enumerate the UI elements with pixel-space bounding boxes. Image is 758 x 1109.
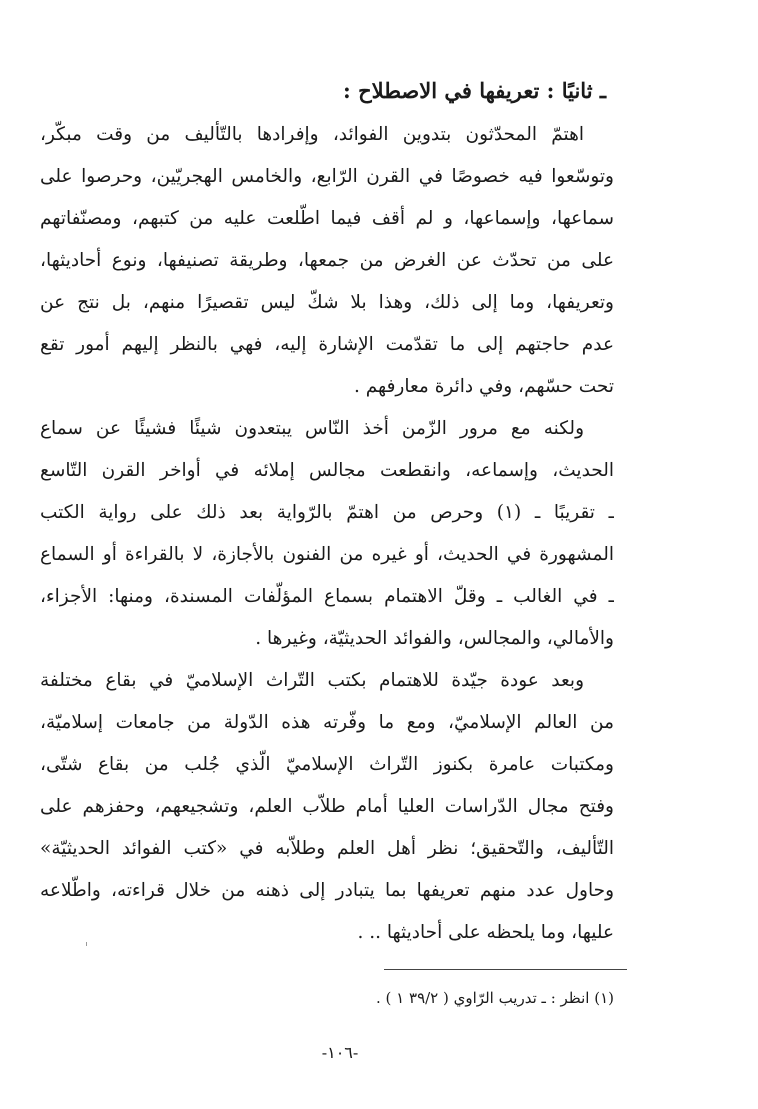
- text-line: الحديث، وإسماعه، وانقطعت مجالس إملائه في أواخر القرن التّاسع: [40, 460, 614, 481]
- page-number: -١٠٦-: [321, 1043, 359, 1062]
- text-line: التّأليف، والتّحقيق؛ نظر أهل العلم وطلاّبه في «كتب الفوائد الحديثيّة»: [40, 838, 614, 859]
- section-heading: ـ ثانيًا : تعريفها في الاصطلاح :: [343, 78, 606, 103]
- text-line: من العالم الإسلاميّ، ومع ما وفّرته هذه الدّولة من جامعات إسلاميّة،: [40, 712, 614, 733]
- text-line: وتوسّعوا فيه خصوصًا في القرن الرّابع، والخامس الهجريّين، وحرصوا على: [40, 166, 614, 187]
- text-line: اهتمّ المحدّثون بتدوين الفوائد، وإفرادها بالتّأليف من وقت مبكّر،: [40, 124, 584, 145]
- text-line: وحاول عدد منهم تعريفها بما يتبادر إلى ذهنه من خلال قراءته، واطّلاعه: [40, 880, 614, 901]
- footnote-separator: [384, 969, 627, 970]
- footnote: (١) انظر : ـ تدريب الرّاوي ( ٣٩/٢ ١ ) .: [376, 989, 614, 1007]
- text-line: وبعد عودة جيّدة للاهتمام بكتب التّراث الإسلاميّ في بقاع مختلفة: [40, 670, 584, 691]
- body-text: [40, 114, 614, 954]
- text-line: وتعريفها، وما إلى ذلك، وهذا بلا شكّ ليس تقصيرًا منهم، بل نتج عن: [40, 292, 614, 313]
- text-line: وفتح مجال الدّراسات العليا أمام طلاّب العلم، وتشجيعهم، وحفزهم على: [40, 796, 614, 817]
- text-line: والأمالي، والمجالس، والفوائد الحديثيّة، وغيرها .: [255, 628, 614, 649]
- text-line: عدم حاجتهم إلى ما تقدّمت الإشارة إليه، فهي بالنظر إليهم أمور تقع: [40, 334, 614, 355]
- text-line: ولكنه مع مرور الزّمن أخذ النّاس يبتعدون شيئًا فشيئًا عن سماع: [40, 418, 584, 439]
- text-line: ـ في الغالب ـ وقلّ الاهتمام بسماع المؤلّفات المسندة، ومنها: الأجزاء،: [40, 586, 614, 607]
- text-line: المشهورة في الحديث، أو غيره من الفنون بالأجازة، لا بالقراءة أو السماع: [40, 544, 614, 565]
- text-line: سماعها، وإسماعها، و لم أقف فيما اطّلعت عليه من كتبهم، ومصنّفاتهم: [40, 208, 614, 229]
- text-line: ومكتبات عامرة بكنوز التّراث الإسلاميّ الّذي جُلب من بقاع شتّى،: [40, 754, 614, 775]
- stray-mark: [86, 942, 87, 946]
- text-line: على من تحدّث عن الغرض من جمعها، وطريقة تصنيفها، ونوع أحاديثها،: [40, 250, 614, 271]
- text-line: ـ تقريبًا ـ (١) وحرص من اهتمّ بالرّواية بعد ذلك على رواية الكتب: [40, 502, 614, 523]
- text-line: تحت حسّهم، وفي دائرة معارفهم .: [353, 376, 614, 397]
- text-line: عليها، وما يلحظه على أحاديثها .. .: [357, 922, 614, 943]
